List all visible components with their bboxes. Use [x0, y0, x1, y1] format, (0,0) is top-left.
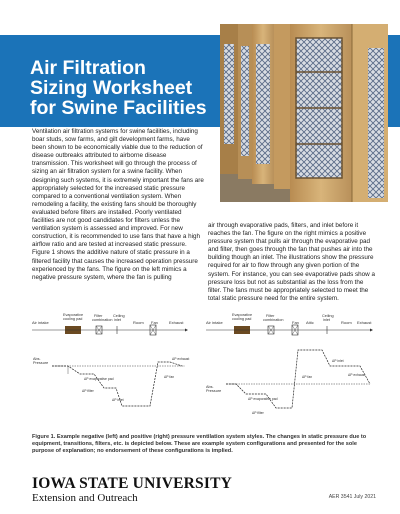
left-label-room: Room — [133, 320, 144, 325]
left-label-evap: Evaporative — [63, 313, 84, 317]
right-label-exhaust: Exhaust — [357, 320, 372, 325]
figure-caption: Figure 1. Example negative (left) and positive (right) pressure ventilation system styles. The changes in static pressure due to equipment, transitions, filters, etc. is depicted below. These are example system configurations and presented for the sole purpose of explanation; no endorsement of these configurations is implied. — [32, 434, 367, 454]
svg-text:cooling pad: cooling pad — [63, 317, 83, 321]
svg-text:ΔP filter: ΔP filter — [82, 389, 94, 393]
title-line-3: for Swine Facilities — [30, 97, 207, 119]
left-label-filter: Filter — [94, 314, 103, 318]
svg-text:Pressure: Pressure — [33, 361, 49, 365]
svg-text:cooling pad: cooling pad — [232, 317, 252, 321]
svg-text:inlet: inlet — [323, 318, 330, 322]
right-label-air-intake: Air intake — [206, 320, 223, 325]
svg-text:Ceiling: Ceiling — [113, 314, 125, 318]
right-label-attic: Attic — [306, 320, 314, 325]
top-margin — [0, 0, 400, 24]
isu-logo — [32, 476, 232, 505]
left-label-fan: Fan — [151, 320, 158, 325]
cover-photo — [220, 24, 388, 202]
svg-text:ΔP fan: ΔP fan — [164, 375, 175, 379]
positive-pressure-diagram — [206, 313, 373, 415]
intro-text-column-2: air through evaporative pads, filters, and inlet before it reaches the fan. The figure on the right mimics a positive pressure system that pulls air through the evaporative pad and filter, then goes through the fan that pushes air into the building though an inlet. The illustrations show the pressure required for air to flow through any given portion of the system. For instance, you can see evaporative pads show a pressure loss but not as substantial as the loss from the filter. The fans must be appropriately selected to meet the total static pressure need for the entire system. — [208, 222, 375, 302]
left-axis-label: Abs. — [33, 357, 41, 361]
title-line-1: Air Filtration — [30, 57, 146, 79]
svg-text:combination: combination — [92, 318, 113, 322]
logo-university: IOWA STATE UNIVERSITY — [32, 475, 233, 492]
svg-text:ΔP inlet: ΔP inlet — [112, 398, 124, 402]
svg-text:ΔP fan: ΔP fan — [302, 375, 313, 379]
svg-text:ΔP inlet: ΔP inlet — [332, 359, 344, 363]
svg-text:Evaporative: Evaporative — [232, 313, 253, 317]
filter-frames-photo — [220, 24, 388, 202]
left-label-air-intake: Air intake — [32, 320, 49, 325]
svg-text:Pressure: Pressure — [206, 389, 222, 393]
svg-text:ΔP evaporative pad: ΔP evaporative pad — [248, 397, 278, 401]
svg-text:inlet: inlet — [114, 318, 121, 322]
svg-text:Filter: Filter — [266, 314, 275, 318]
svg-text:ΔP exhaust: ΔP exhaust — [348, 373, 366, 377]
right-label-fan: Fan — [292, 320, 299, 325]
intro-text-column-1: Ventilation air filtration systems for swine facilities, including boar studs, sow farms, and gilt development farms, have been shown to be economically viable due to the reduction of disease outbreaks attributed to airborne disease transmission. This worksheet will go through the process of sizing an air filtration system for a swine facility. When designing such systems, it is extremely important the fans are appropriately selected for the increased static pressure compared to a conventional ventilation system. When remodeling a facility, the existing fans should be thoroughly evaluated before filters are installed. Poorly ventilated facilities are not good candidates for filters unless the ventilation system is assessed and improved. For new construction, it is recommended to use fans that have a high airflow ratio and are tested at increased static pressure. Figure 1 shows the additive nature of static pressure in a filtered facility that causes the increased operation pressure experienced by the fans. The figure on the left mimics a negative pressure system, where the fan is pulling — [32, 128, 204, 281]
negative-pressure-diagram — [32, 313, 189, 406]
svg-text:combination: combination — [263, 318, 284, 322]
svg-text:Ceiling: Ceiling — [322, 314, 334, 318]
page-title — [30, 58, 220, 118]
left-label-exhaust: Exhaust — [169, 320, 184, 325]
pressure-diagram — [30, 312, 376, 430]
svg-text:ΔP evaporative pad: ΔP evaporative pad — [84, 377, 114, 381]
logo-extension: Extension and Outreach — [32, 492, 138, 504]
publication-number: AER 3541 July 2021 — [328, 494, 376, 500]
svg-text:ΔP filter: ΔP filter — [252, 411, 264, 415]
right-axis-label: Abs. — [206, 385, 214, 389]
title-line-2: Sizing Worksheet — [30, 77, 193, 99]
right-label-room: Room — [341, 320, 352, 325]
svg-text:ΔP exhaust: ΔP exhaust — [172, 357, 190, 361]
